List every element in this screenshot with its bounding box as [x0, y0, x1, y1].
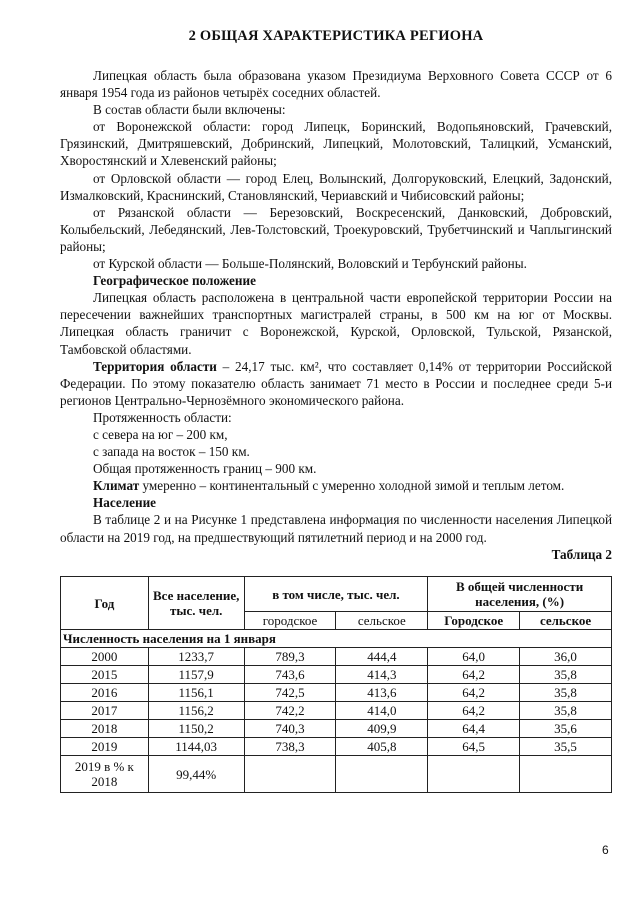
cell-year: 2017	[61, 702, 149, 720]
cell-rural-pct: 35,5	[520, 738, 612, 756]
header-share: В общей численности населения, (%)	[428, 577, 612, 612]
cell-urban-pct: 64,2	[428, 702, 520, 720]
table-row	[61, 648, 612, 666]
cell-rural-pct: 35,8	[520, 666, 612, 684]
cell-urban-pct: 64,0	[428, 648, 520, 666]
cell-total: 1233,7	[148, 648, 244, 666]
cell-year: 2019	[61, 738, 149, 756]
section-label: Численность населения на 1 января	[61, 630, 612, 648]
cell-rural: 414,0	[336, 702, 428, 720]
table-row	[61, 702, 612, 720]
table-body	[61, 648, 612, 756]
cell-total: 1156,1	[148, 684, 244, 702]
paragraph-table-intro: В таблице 2 и на Рисунке 1 представлена информация по численности населения Липецкой области на 2019 год, на предшествующий пятилетний период и на 2000 год.	[60, 512, 612, 545]
cell-year: 2016	[61, 684, 149, 702]
table-row	[61, 720, 612, 738]
cell-urban: 738,3	[244, 738, 336, 756]
cell-total: 1144,03	[148, 738, 244, 756]
population-table	[60, 576, 612, 793]
cell-urban-pct: 64,4	[428, 720, 520, 738]
cell-rural-pct: 35,6	[520, 720, 612, 738]
cell-empty	[428, 756, 520, 793]
cell-rural: 405,8	[336, 738, 428, 756]
header-rural-pct: сельское	[520, 612, 612, 630]
header-rural: сельское	[336, 612, 428, 630]
paragraph-climate	[60, 477, 612, 494]
page-title: 2 ОБЩАЯ ХАРАКТЕРИСТИКА РЕГИОНА	[188, 28, 484, 44]
cell-total: 1157,9	[148, 666, 244, 684]
cell-year: 2018	[61, 720, 149, 738]
page-number: 6	[602, 843, 609, 857]
cell-total: 1150,2	[148, 720, 244, 738]
paragraph-voronezh: от Воронежской области: город Липецк, Боринский, Водопьяновский, Грачевский, Грязинский, Дмитряшевский, Добринский, Липецкий, Молотовский, Талицкий, Усманский, Хворостянский и Хлевенский районы;	[60, 119, 612, 169]
table-section-row	[61, 630, 612, 648]
paragraph-ryazan: от Рязанской области — Березовский, Воскресенский, Данковский, Добровский, Колыбельский, Лебедянский, Лев-Толстовский, Троекуровский, Трубетчинский и Чаплыгинский районы;	[60, 204, 612, 254]
paragraph-orel: от Орловской области — город Елец, Волынский, Долгоруковский, Елецкий, Задонский, Измалковский, Краснинский, Становлянский, Чериавский и Чибисовский районы;	[60, 170, 612, 203]
cell-urban-pct: 64,2	[428, 666, 520, 684]
cell-urban: 740,3	[244, 720, 336, 738]
header-urban: городское	[244, 612, 336, 630]
paragraph-west-east: с запада на восток – 150 км.	[93, 444, 250, 460]
cell-rural-pct: 36,0	[520, 648, 612, 666]
territory-text: – 24,17 тыс. км², что составляет 0,14% от территории Российской Федерации. По этому показателю область занимает 71 место в России и последнее среди 5-и регионов Центрально-Чернозёмного экономического района.	[60, 358, 612, 408]
cell-urban: 743,6	[244, 666, 336, 684]
cell-empty	[520, 756, 612, 793]
header-including: в том числе, тыс. чел.	[244, 577, 428, 612]
heading-geography: Географическое положение	[93, 273, 256, 289]
cell-urban-pct: 64,2	[428, 684, 520, 702]
climate-text: умеренно – континентальный с умеренно холодной зимой и теплым летом.	[139, 478, 565, 494]
paragraph-border-length: Общая протяженность границ – 900 км.	[93, 461, 317, 477]
cell-total: 1156,2	[148, 702, 244, 720]
body-text	[60, 67, 612, 563]
paragraph-north-south: с севера на юг – 200 км,	[93, 426, 228, 442]
cell-year: 2000	[61, 648, 149, 666]
table-header-row	[61, 577, 612, 612]
paragraph-kursk: от Курской области — Больше-Полянский, Воловский и Тербунский районы.	[93, 256, 527, 272]
territory-label: Территория области	[93, 358, 217, 374]
cell-urban: 742,2	[244, 702, 336, 720]
cell-rural: 409,9	[336, 720, 428, 738]
paragraph-composition: В состав области были включены:	[93, 102, 286, 118]
header-year: Год	[61, 577, 149, 630]
cell-empty	[244, 756, 336, 793]
header-urban-pct: Городское	[428, 612, 520, 630]
heading-population: Население	[93, 495, 157, 511]
table-row-change	[61, 756, 612, 793]
paragraph-territory	[60, 358, 612, 409]
cell-year: 2015	[61, 666, 149, 684]
table-row	[61, 684, 612, 702]
paragraph-location: Липецкая область расположена в центральной части европейской территории России на пересечении важнейших транспортных магистралей страны, в 500 км на юг от Москвы. Липецкая область граничит с Воронежской, Курской, Орловской, Тульской, Рязанской, Тамбовской областями.	[60, 290, 612, 357]
cell-change-label: 2019 в % к 2018	[61, 756, 149, 793]
paragraph-formation: Липецкая область была образована указом Президиума Верховного Совета СССР от 6 января 1954 года из районов четырёх соседних областей.	[60, 68, 612, 101]
paragraph-extent: Протяженность области:	[93, 409, 232, 425]
table-row	[61, 738, 612, 756]
table-caption: Таблица 2	[551, 546, 612, 562]
cell-rural-pct: 35,8	[520, 702, 612, 720]
cell-rural-pct: 35,8	[520, 684, 612, 702]
cell-empty	[336, 756, 428, 793]
cell-urban: 742,5	[244, 684, 336, 702]
table-row	[61, 666, 612, 684]
climate-label: Климат	[93, 478, 140, 494]
cell-change-value: 99,44%	[148, 756, 244, 793]
cell-rural: 414,3	[336, 666, 428, 684]
cell-urban-pct: 64,5	[428, 738, 520, 756]
cell-rural: 444,4	[336, 648, 428, 666]
cell-urban: 789,3	[244, 648, 336, 666]
cell-rural: 413,6	[336, 684, 428, 702]
header-total: Все население, тыс. чел.	[148, 577, 244, 630]
